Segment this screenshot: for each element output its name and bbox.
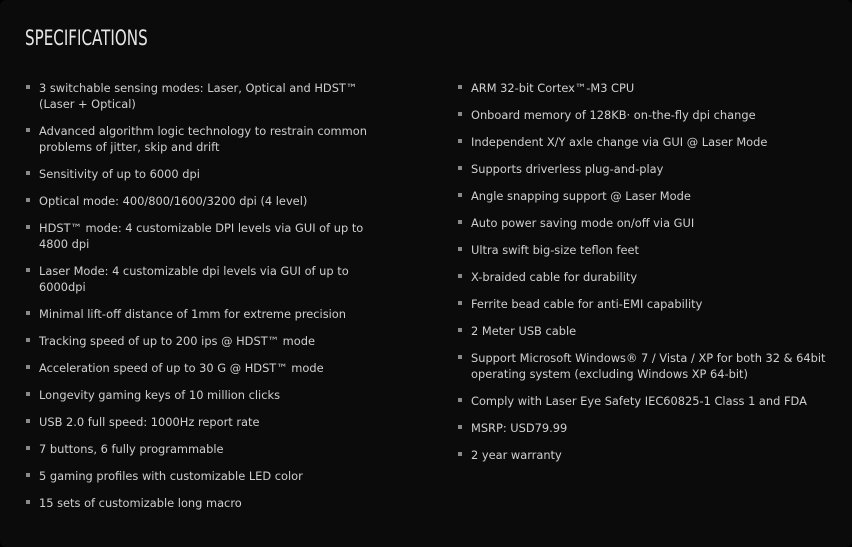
spec-text: Onboard memory of 128KB· on-the-fly dpi change <box>471 108 756 122</box>
spec-item <box>25 414 385 430</box>
bullet-icon <box>26 85 30 89</box>
spec-text: Longevity gaming keys of 10 million clicks <box>39 388 281 402</box>
bullet-icon <box>458 452 462 456</box>
bullet-icon <box>26 446 30 450</box>
spec-item <box>457 350 842 382</box>
spec-item <box>457 80 842 96</box>
spec-text: 2 year warranty <box>471 448 562 462</box>
spec-item <box>25 193 385 209</box>
bullet-icon <box>458 112 462 116</box>
bullet-icon <box>458 166 462 170</box>
spec-text: Comply with Laser Eye Safety IEC60825-1 Class 1 and FDA <box>471 394 807 408</box>
spec-item <box>457 420 842 436</box>
spec-text: 15 sets of customizable long macro <box>39 496 242 510</box>
spec-text: 7 buttons, 6 fully programmable <box>39 442 224 456</box>
spec-item <box>457 296 842 312</box>
spec-text: Optical mode: 400/800/1600/3200 dpi (4 level) <box>39 194 308 208</box>
bullet-icon <box>26 419 30 423</box>
spec-list-left <box>25 80 385 522</box>
bullet-icon <box>458 139 462 143</box>
bullet-icon <box>458 301 462 305</box>
bullet-icon <box>458 85 462 89</box>
bullet-icon <box>26 473 30 477</box>
spec-item <box>25 80 385 112</box>
bullet-icon <box>26 392 30 396</box>
spec-text: X-braided cable for durability <box>471 270 638 284</box>
spec-item <box>25 220 385 252</box>
spec-text: Supports driverless plug-and-play <box>471 162 664 176</box>
spec-item <box>457 269 842 285</box>
spec-text: Ultra swift big-size teflon feet <box>471 243 639 257</box>
spec-item <box>457 323 842 339</box>
page-title: SPECIFICATIONS <box>25 26 148 50</box>
spec-item <box>457 161 842 177</box>
bullet-icon <box>26 198 30 202</box>
spec-text: Laser Mode: 4 customizable dpi levels via GUI of up to 6000dpi <box>39 264 349 294</box>
spec-text: Independent X/Y axle change via GUI @ Laser Mode <box>471 135 768 149</box>
spec-item <box>457 188 842 204</box>
spec-item <box>457 215 842 231</box>
spec-list-right <box>457 80 842 474</box>
spec-text: Acceleration speed of up to 30 G @ HDST™ mode <box>39 361 324 375</box>
bullet-icon <box>458 193 462 197</box>
spec-item <box>25 333 385 349</box>
spec-text: Tracking speed of up to 200 ips @ HDST™ mode <box>39 334 315 348</box>
spec-text: Minimal lift-off distance of 1mm for extreme precision <box>39 307 346 321</box>
bullet-icon <box>26 171 30 175</box>
spec-item <box>25 123 385 155</box>
bullet-icon <box>458 247 462 251</box>
spec-text: Support Microsoft Windows® 7 / Vista / XP for both 32 & 64bit operating system (excluding Windows XP 64-bit) <box>471 351 826 381</box>
bullet-icon <box>26 128 30 132</box>
bullet-icon <box>26 338 30 342</box>
spec-text: Angle snapping support @ Laser Mode <box>471 189 691 203</box>
bullet-icon <box>458 398 462 402</box>
spec-item <box>25 441 385 457</box>
bullet-icon <box>458 274 462 278</box>
spec-text: MSRP: USD79.99 <box>471 421 568 435</box>
bullet-icon <box>26 365 30 369</box>
spec-item <box>25 263 385 295</box>
spec-item <box>457 447 842 463</box>
spec-item <box>457 134 842 150</box>
bullet-icon <box>26 268 30 272</box>
spec-item <box>25 495 385 511</box>
spec-item <box>25 468 385 484</box>
spec-text: ARM 32-bit Cortex™-M3 CPU <box>471 81 635 95</box>
bullet-icon <box>26 311 30 315</box>
spec-text: Sensitivity of up to 6000 dpi <box>39 167 200 181</box>
spec-item <box>457 242 842 258</box>
spec-item <box>457 393 842 409</box>
spec-text: 3 switchable sensing modes: Laser, Optical and HDST™ (Laser + Optical) <box>39 81 358 111</box>
spec-text: Advanced algorithm logic technology to restrain common problems of jitter, skip and drift <box>39 124 367 154</box>
bullet-icon <box>26 225 30 229</box>
spec-text: Auto power saving mode on/off via GUI <box>471 216 695 230</box>
spec-text: Ferrite bead cable for anti-EMI capability <box>471 297 703 311</box>
spec-text: 2 Meter USB cable <box>471 324 577 338</box>
spec-item <box>457 107 842 123</box>
spec-text: HDST™ mode: 4 customizable DPI levels via GUI of up to 4800 dpi <box>39 221 364 251</box>
spec-item <box>25 306 385 322</box>
spec-item <box>25 166 385 182</box>
spec-text: 5 gaming profiles with customizable LED color <box>39 469 303 483</box>
spec-item <box>25 387 385 403</box>
spec-text: USB 2.0 full speed: 1000Hz report rate <box>39 415 260 429</box>
bullet-icon <box>26 500 30 504</box>
bullet-icon <box>458 328 462 332</box>
bullet-icon <box>458 355 462 359</box>
spec-item <box>25 360 385 376</box>
bullet-icon <box>458 425 462 429</box>
bullet-icon <box>458 220 462 224</box>
